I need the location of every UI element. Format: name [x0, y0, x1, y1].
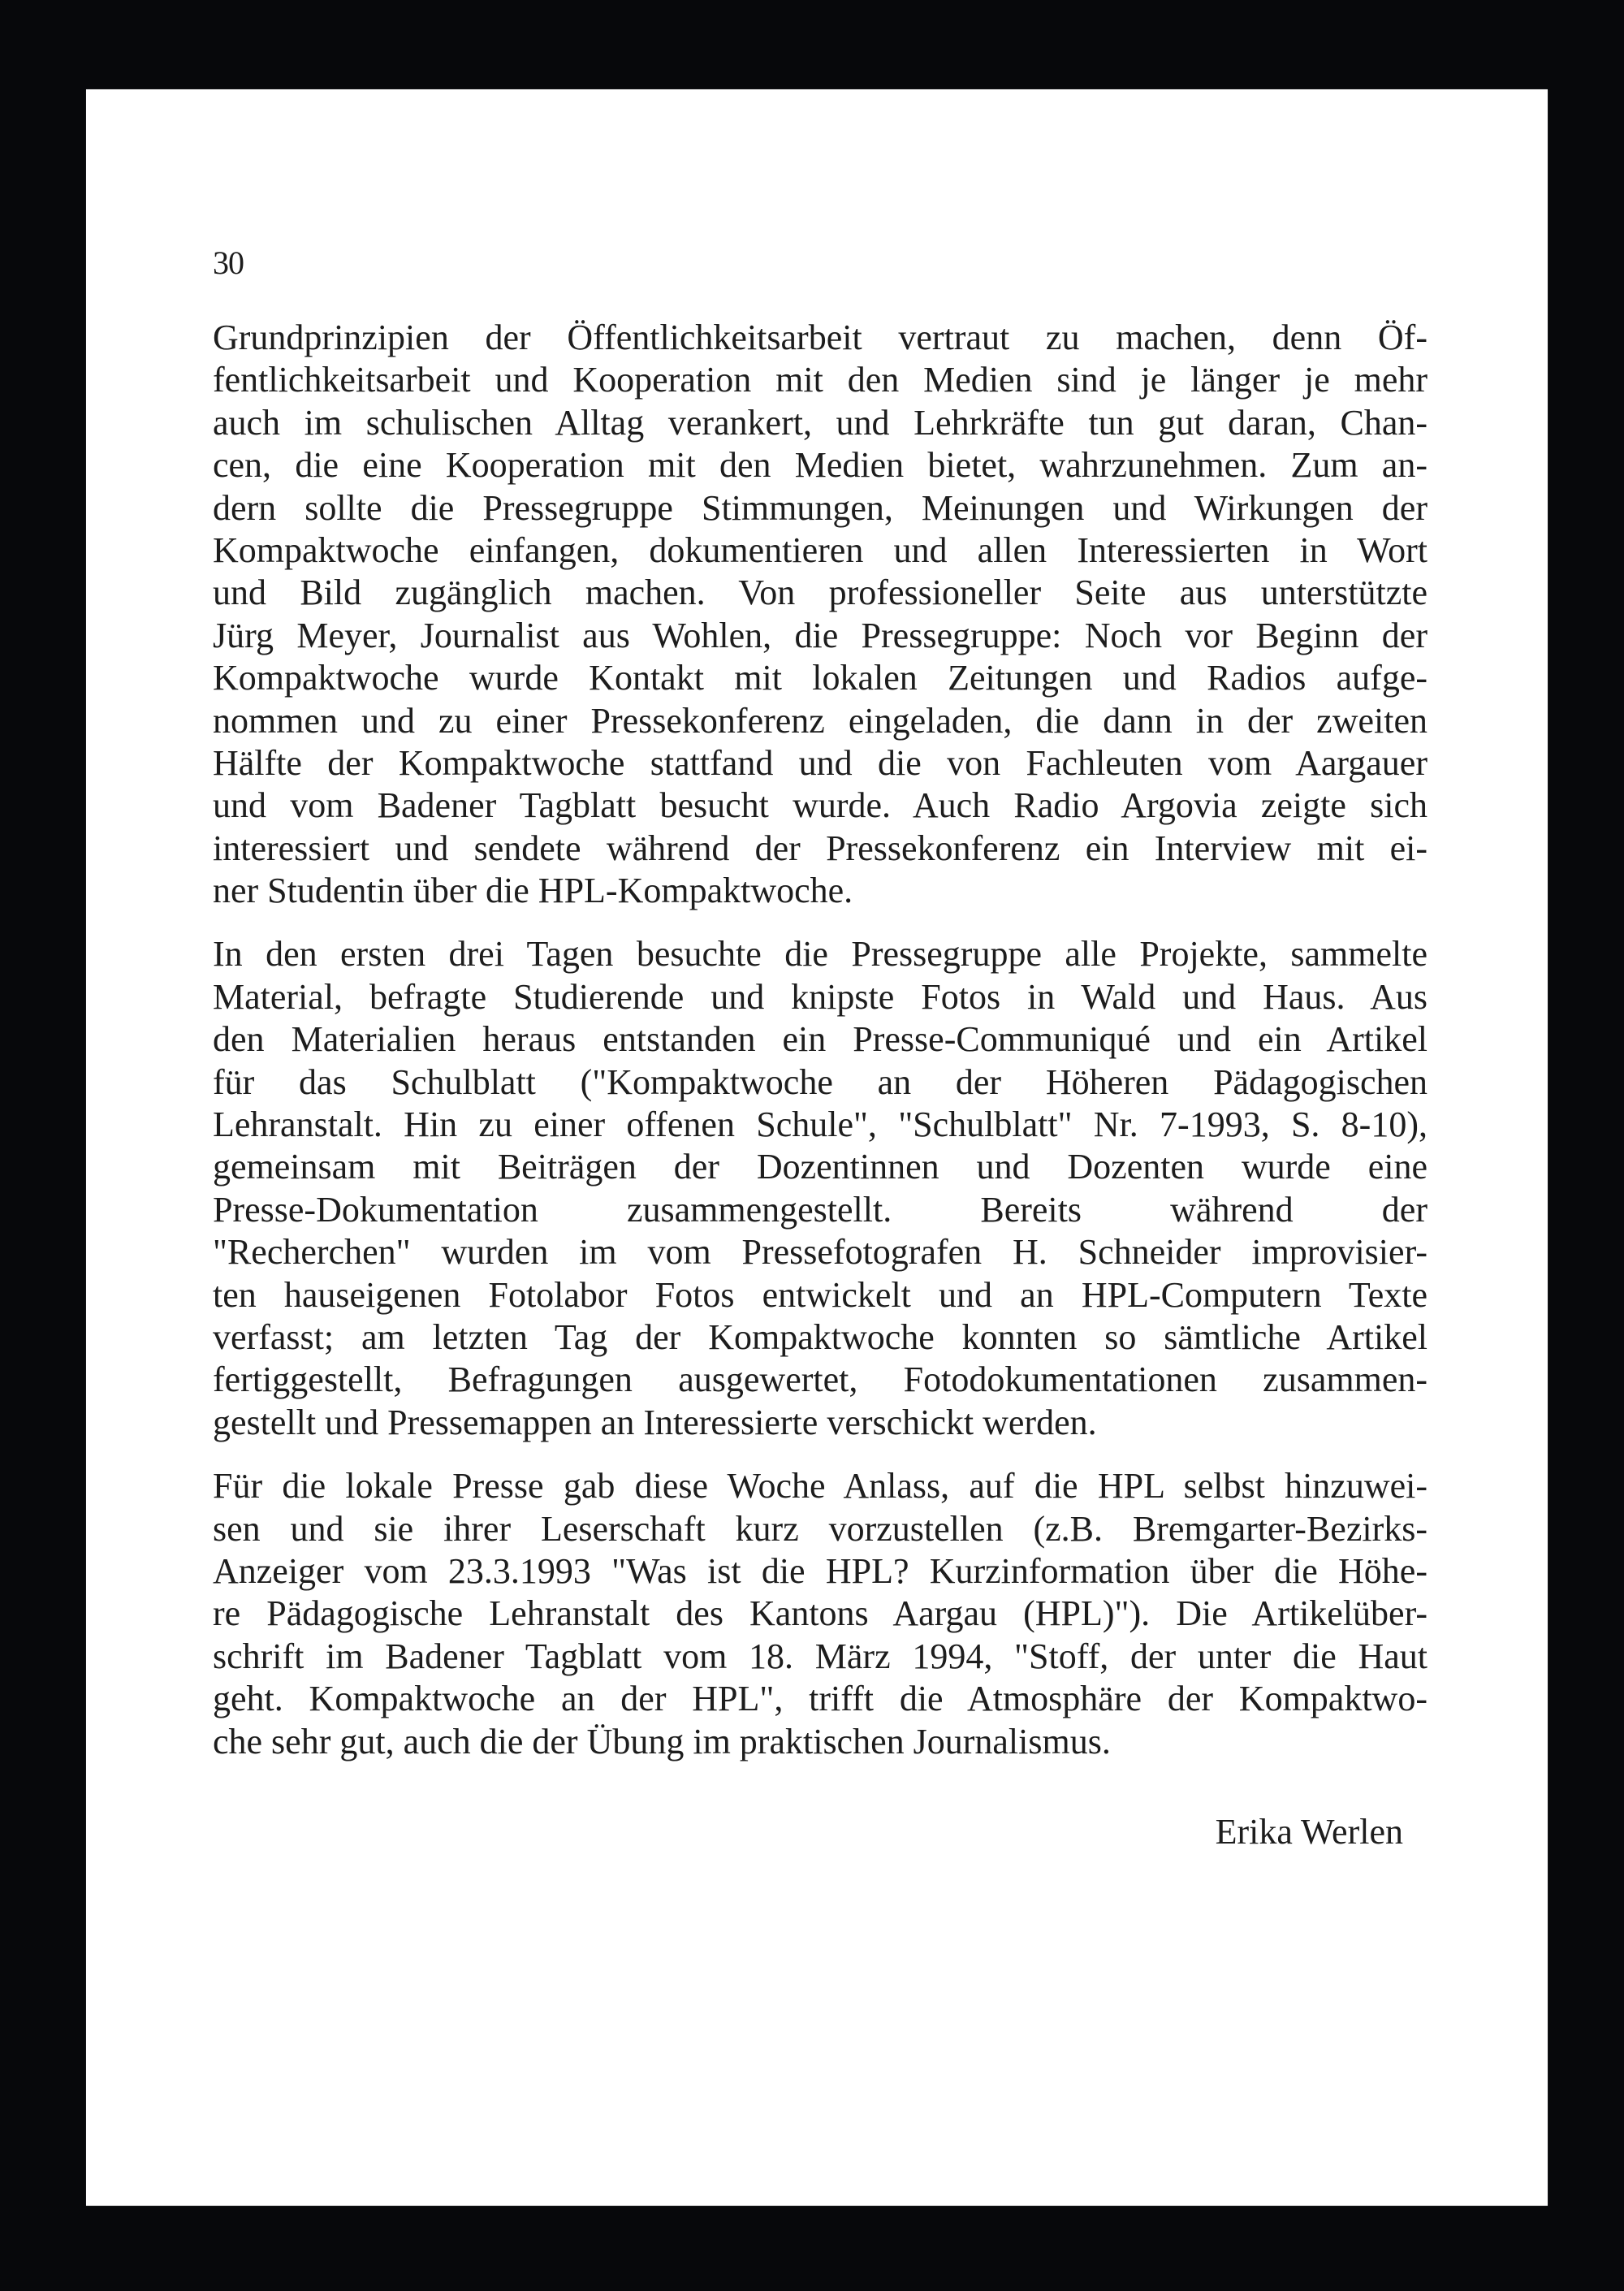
- text-line: fertiggestellt, Befragungen ausgewertet, Fotodokumentationen zusammen-: [213, 1359, 1427, 1400]
- text-line: Kompaktwoche wurde Kontakt mit lokalen Zeitungen und Radios aufge-: [213, 658, 1427, 698]
- text-line: Für die lokale Presse gab diese Woche Anlass, auf die HPL selbst hinzuwei-: [213, 1466, 1427, 1506]
- text-line: interessiert und sendete während der Pressekonferenz ein Interview mit ei-: [213, 828, 1427, 868]
- page-number: 30: [213, 244, 244, 281]
- author-signature: Erika Werlen: [1215, 1812, 1403, 1852]
- text-line: Anzeiger vom 23.3.1993 "Was ist die HPL? Kurzinformation über die Höhe-: [213, 1550, 1427, 1591]
- text-line: ten hauseigenen Fotolabor Fotos entwickelt und an HPL-Computern Texte: [213, 1274, 1427, 1315]
- body-text: [213, 317, 1427, 1784]
- text-line: den Materialien heraus entstanden ein Presse-Communiqué und ein Artikel: [213, 1019, 1427, 1060]
- text-line: und Bild zugänglich machen. Von professioneller Seite aus unterstützte: [213, 573, 1427, 613]
- text-line: für das Schulblatt ("Kompaktwoche an der Höheren Pädagogischen: [213, 1061, 1427, 1102]
- text-line: verfasst; am letzten Tag der Kompaktwoche konnten so sämtliche Artikel: [213, 1316, 1427, 1357]
- paragraph-3: [213, 1465, 1427, 1763]
- text-line: cen, die eine Kooperation mit den Medien bietet, wahrzunehmen. Zum an-: [213, 445, 1427, 486]
- text-line: auch im schulischen Alltag verankert, und Lehrkräfte tun gut daran, Chan-: [213, 402, 1427, 443]
- text-line: und vom Badener Tagblatt besucht wurde. Auch Radio Argovia zeigte sich: [213, 785, 1427, 826]
- text-line: schrift im Badener Tagblatt vom 18. März 1994, "Stoff, der unter die Haut: [213, 1636, 1427, 1676]
- paragraph-1: [213, 317, 1427, 912]
- text-line: gemeinsam mit Beiträgen der Dozentinnen und Dozenten wurde eine: [213, 1147, 1427, 1187]
- text-line: Hälfte der Kompaktwoche stattfand und die von Fachleuten vom Aargauer: [213, 742, 1427, 783]
- text-line: gestellt und Pressemappen an Interessierte verschickt werden.: [213, 1402, 1097, 1442]
- text-line: "Recherchen" wurden im vom Pressefotografen H. Schneider improvisier-: [213, 1232, 1427, 1273]
- text-line: Lehranstalt. Hin zu einer offenen Schule", "Schulblatt" Nr. 7-1993, S. 8-10),: [213, 1104, 1427, 1145]
- text-line: nommen und zu einer Pressekonferenz eingeladen, die dann in der zweiten: [213, 700, 1427, 741]
- text-line: Presse-Dokumentation zusammengestellt. Bereits während der: [213, 1189, 1427, 1230]
- text-line: In den ersten drei Tagen besuchte die Pressegruppe alle Projekte, sammelte: [213, 934, 1427, 975]
- scanned-page: [86, 89, 1548, 2206]
- text-line: Grundprinzipien der Öffentlichkeitsarbeit vertraut zu machen, denn Öf-: [213, 318, 1427, 357]
- text-line: re Pädagogische Lehranstalt des Kantons Aargau (HPL)"). Die Artikelüber-: [213, 1593, 1427, 1634]
- text-line: dern sollte die Pressegruppe Stimmungen, Meinungen und Wirkungen der: [213, 487, 1427, 528]
- text-line: sen und sie ihrer Leserschaft kurz vorzustellen (z.B. Bremgarter-Bezirks-: [213, 1508, 1427, 1549]
- paragraph-2: [213, 933, 1427, 1444]
- text-line: geht. Kompaktwoche an der HPL", trifft die Atmosphäre der Kompaktwo-: [213, 1679, 1427, 1719]
- text-line: che sehr gut, auch die der Übung im praktischen Journalismus.: [213, 1721, 1111, 1761]
- text-line: fentlichkeitsarbeit und Kooperation mit den Medien sind je länger je mehr: [213, 360, 1427, 400]
- text-line: Kompaktwoche einfangen, dokumentieren und allen Interessierten in Wort: [213, 530, 1427, 570]
- text-line: Material, befragte Studierende und knipste Fotos in Wald und Haus. Aus: [213, 976, 1427, 1017]
- text-line: Jürg Meyer, Journalist aus Wohlen, die Pressegruppe: Noch vor Beginn der: [213, 615, 1427, 655]
- text-line: ner Studentin über die HPL-Kompaktwoche.: [213, 871, 853, 911]
